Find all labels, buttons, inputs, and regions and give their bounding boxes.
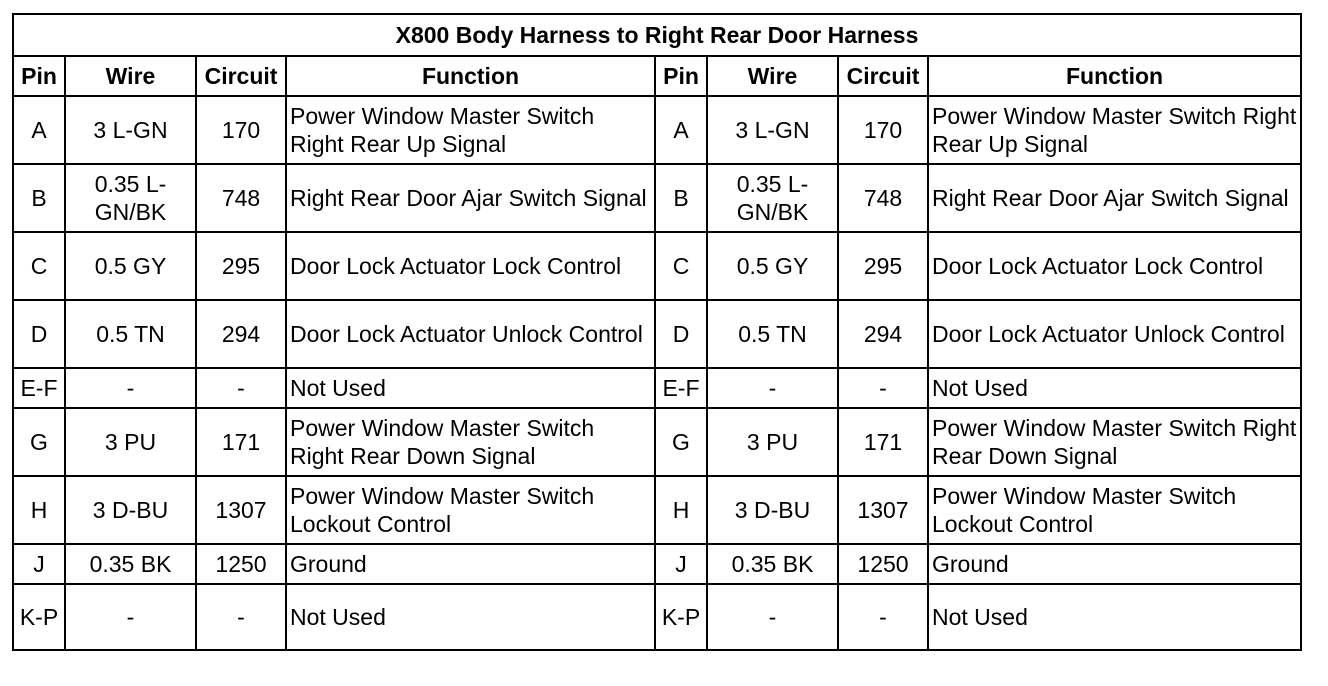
- wire-cell: 0.5 GY: [707, 232, 838, 300]
- function-cell: Door Lock Actuator Unlock Control: [286, 300, 655, 368]
- wire-cell: 0.35 BK: [65, 544, 196, 584]
- wire-cell: 0.5 TN: [65, 300, 196, 368]
- circuit-cell: 171: [196, 408, 286, 476]
- function-cell: Not Used: [928, 368, 1301, 408]
- column-header-wire: Wire: [65, 56, 196, 96]
- pin-cell: J: [655, 544, 707, 584]
- wire-cell: -: [65, 368, 196, 408]
- circuit-cell: 294: [838, 300, 928, 368]
- function-cell: Door Lock Actuator Lock Control: [928, 232, 1301, 300]
- column-header-pin: Pin: [13, 56, 65, 96]
- circuit-cell: 295: [196, 232, 286, 300]
- table-row: [13, 584, 1301, 650]
- table-row: [13, 408, 1301, 476]
- wire-cell: 0.35 L-GN/BK: [65, 164, 196, 232]
- table-row: [13, 96, 1301, 164]
- circuit-cell: 1307: [838, 476, 928, 544]
- function-cell: Not Used: [928, 584, 1301, 650]
- pin-cell: G: [655, 408, 707, 476]
- function-cell: Door Lock Actuator Unlock Control: [928, 300, 1301, 368]
- pin-cell: J: [13, 544, 65, 584]
- circuit-cell: -: [196, 584, 286, 650]
- wire-cell: 0.5 TN: [707, 300, 838, 368]
- table-title: X800 Body Harness to Right Rear Door Harness: [13, 14, 1301, 56]
- wire-cell: 3 PU: [65, 408, 196, 476]
- function-cell: Ground: [928, 544, 1301, 584]
- wire-cell: -: [707, 368, 838, 408]
- function-cell: Power Window Master Switch Lockout Control: [928, 476, 1301, 544]
- column-header-wire: Wire: [707, 56, 838, 96]
- circuit-cell: -: [838, 368, 928, 408]
- pin-cell: G: [13, 408, 65, 476]
- function-cell: Not Used: [286, 368, 655, 408]
- column-header-circuit: Circuit: [196, 56, 286, 96]
- circuit-cell: 295: [838, 232, 928, 300]
- pin-cell: D: [13, 300, 65, 368]
- circuit-cell: 171: [838, 408, 928, 476]
- column-header-function: Function: [928, 56, 1301, 96]
- column-header-pin: Pin: [655, 56, 707, 96]
- pin-cell: E-F: [655, 368, 707, 408]
- table-row: [13, 164, 1301, 232]
- table-row: [13, 368, 1301, 408]
- circuit-cell: 1250: [196, 544, 286, 584]
- function-cell: Power Window Master Switch Lockout Control: [286, 476, 655, 544]
- function-cell: Power Window Master Switch Right Rear Down Signal: [928, 408, 1301, 476]
- circuit-cell: 1250: [838, 544, 928, 584]
- circuit-cell: 170: [196, 96, 286, 164]
- pin-cell: B: [13, 164, 65, 232]
- wire-cell: 3 D-BU: [707, 476, 838, 544]
- wire-cell: 0.35 BK: [707, 544, 838, 584]
- circuit-cell: 170: [838, 96, 928, 164]
- table-row: [13, 232, 1301, 300]
- function-cell: Door Lock Actuator Lock Control: [286, 232, 655, 300]
- pin-cell: D: [655, 300, 707, 368]
- wire-cell: -: [65, 584, 196, 650]
- circuit-cell: -: [838, 584, 928, 650]
- table-row: [13, 544, 1301, 584]
- wire-cell: 3 PU: [707, 408, 838, 476]
- wire-cell: 3 L-GN: [707, 96, 838, 164]
- wire-cell: 0.35 L-GN/BK: [707, 164, 838, 232]
- harness-pinout-table: [12, 13, 1302, 651]
- function-cell: Ground: [286, 544, 655, 584]
- circuit-cell: -: [196, 368, 286, 408]
- circuit-cell: 748: [196, 164, 286, 232]
- function-cell: Power Window Master Switch Right Rear Down Signal: [286, 408, 655, 476]
- function-cell: Power Window Master Switch Right Rear Up Signal: [928, 96, 1301, 164]
- column-header-circuit: Circuit: [838, 56, 928, 96]
- pin-cell: H: [655, 476, 707, 544]
- function-cell: Right Rear Door Ajar Switch Signal: [928, 164, 1301, 232]
- table-row: [13, 476, 1301, 544]
- pin-cell: H: [13, 476, 65, 544]
- pin-cell: C: [13, 232, 65, 300]
- function-cell: Not Used: [286, 584, 655, 650]
- wire-cell: -: [707, 584, 838, 650]
- table-row: [13, 300, 1301, 368]
- table-title-row: [13, 14, 1301, 56]
- function-cell: Power Window Master Switch Right Rear Up Signal: [286, 96, 655, 164]
- pin-cell: K-P: [655, 584, 707, 650]
- pin-cell: A: [13, 96, 65, 164]
- circuit-cell: 294: [196, 300, 286, 368]
- wire-cell: 3 L-GN: [65, 96, 196, 164]
- function-cell: Right Rear Door Ajar Switch Signal: [286, 164, 655, 232]
- table-header-row: [13, 56, 1301, 96]
- pin-cell: A: [655, 96, 707, 164]
- pin-cell: K-P: [13, 584, 65, 650]
- pin-cell: B: [655, 164, 707, 232]
- wire-cell: 0.5 GY: [65, 232, 196, 300]
- pin-cell: C: [655, 232, 707, 300]
- pin-cell: E-F: [13, 368, 65, 408]
- wire-cell: 3 D-BU: [65, 476, 196, 544]
- circuit-cell: 1307: [196, 476, 286, 544]
- column-header-function: Function: [286, 56, 655, 96]
- circuit-cell: 748: [838, 164, 928, 232]
